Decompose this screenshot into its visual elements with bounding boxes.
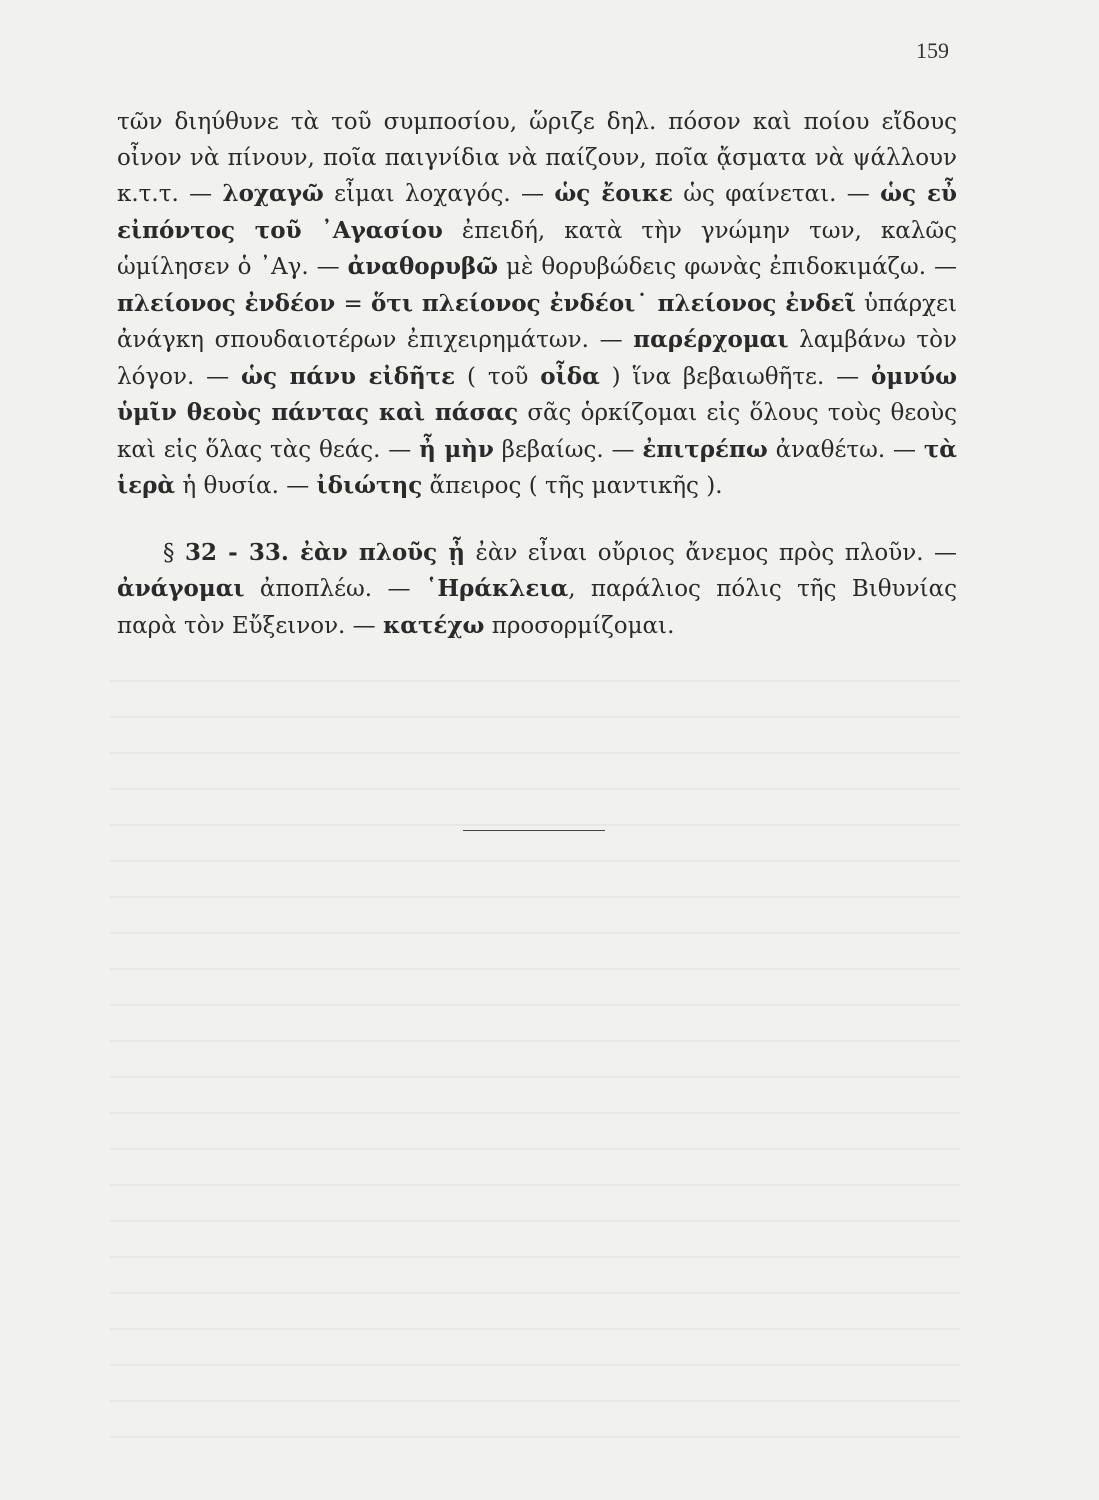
gloss-text: ἀναθέτω. — bbox=[767, 436, 924, 463]
gloss-text: ἐὰν εἶναι οὔριος ἄνεμος πρὸς πλοῦν. — bbox=[465, 539, 958, 566]
lemma-term: κατέχω bbox=[383, 611, 485, 639]
lemma-term: ὡς πάνυ εἰδῆτε bbox=[241, 362, 456, 390]
gloss-text: ) ἵνα βεβαιωθῆτε. — bbox=[599, 363, 872, 390]
commentary-paragraph-1 bbox=[117, 105, 957, 505]
lemma-term: ἰδιώτης bbox=[316, 472, 423, 499]
gloss-text: μὲ θορυβώδεις φωνὰς ἐπιδοκιμάζω. — bbox=[498, 254, 957, 280]
lemma-term: ὀμνύω ὑμῖν θεοὺς πάντας καὶ πάσας bbox=[117, 362, 958, 426]
gloss-text: ἡ θυσία. — bbox=[175, 473, 317, 499]
gloss-text: εἶμαι λοχαγός. — bbox=[323, 181, 555, 207]
lemma-term: παρέρχομαι bbox=[633, 326, 789, 353]
gloss-text: ὡς φαίνεται. — bbox=[672, 181, 881, 207]
end-rule bbox=[463, 830, 605, 831]
lemma-term: ὅτι πλείονος ἐνδέοι˙ πλείονος ἐνδεῖ bbox=[371, 289, 856, 317]
lemma-term: λοχαγῶ bbox=[222, 180, 324, 207]
gloss-text: ἄπειρος ( τῆς μαντικῆς ). bbox=[422, 473, 723, 499]
bleed-through-texture bbox=[110, 680, 960, 1440]
lemma-term: τὰ ἱερὰ bbox=[117, 435, 957, 499]
gloss-text: ( τοῦ bbox=[455, 363, 541, 390]
lemma-term: οἶδα bbox=[540, 362, 600, 390]
lemma-term: ἀνάγομαι bbox=[117, 575, 245, 602]
gloss-text: ἀποπλέω. — bbox=[244, 576, 426, 602]
page-number: 159 bbox=[916, 38, 949, 63]
gloss-text: τῶν διηύθυνε τὰ τοῦ συμποσίου, ὥριζε δηλ. πόσον καὶ ποίου εἴδους οἶνον νὰ πίνουν, ποῖα παιγνίδια νὰ παίζουν, ποῖα ᾄσματα νὰ ψάλλουν κ.τ.τ. — bbox=[117, 109, 957, 207]
lemma-term: ῾Ηράκλεια bbox=[425, 575, 569, 602]
gloss-text: σᾶς ὁρκίζομαι εἰς ὅλους τοὺς θεοὺς καὶ εἰς ὅλας τὰς θεάς. — bbox=[117, 400, 957, 463]
commentary-text bbox=[117, 105, 957, 644]
lemma-term: ὡς εὖ εἰπόντος τοῦ ᾿Αγασίου bbox=[117, 180, 957, 244]
gloss-text: βεβαίως. — bbox=[493, 436, 643, 463]
lemma-term: ἦ μὴν bbox=[419, 435, 494, 463]
gloss-text: ὑπάρχει ἀνάγκη σπουδαιοτέρων ἐπιχειρημάτων. — bbox=[117, 290, 957, 353]
commentary-paragraph-2 bbox=[117, 535, 957, 645]
lemma-term: ὡς ἔοικε bbox=[554, 180, 673, 207]
gloss-text: ἐπειδή, κατὰ τὴν γνώμην των, καλῶς ὡμίλησεν ὁ ᾿Αγ. — bbox=[117, 217, 957, 280]
lemma-term: ἀναθορυβῶ bbox=[347, 253, 499, 280]
lemma-term: 32 - 33. ἐὰν πλοῦς ᾖ bbox=[184, 538, 466, 566]
lemma-term: πλείονος ἐνδέον bbox=[117, 289, 336, 317]
gloss-text: , παράλιος πόλις τῆς Βιθυνίας παρὰ τὸν Εὔξεινον. — bbox=[117, 576, 957, 639]
gloss-text: = bbox=[335, 290, 372, 317]
gloss-text: λαμβάνω τὸν λόγον. — bbox=[117, 327, 957, 390]
lemma-term: ἐπιτρέπω bbox=[642, 435, 768, 463]
gloss-text: § bbox=[163, 539, 185, 566]
gloss-text: προσορμίζομαι. bbox=[484, 612, 675, 639]
